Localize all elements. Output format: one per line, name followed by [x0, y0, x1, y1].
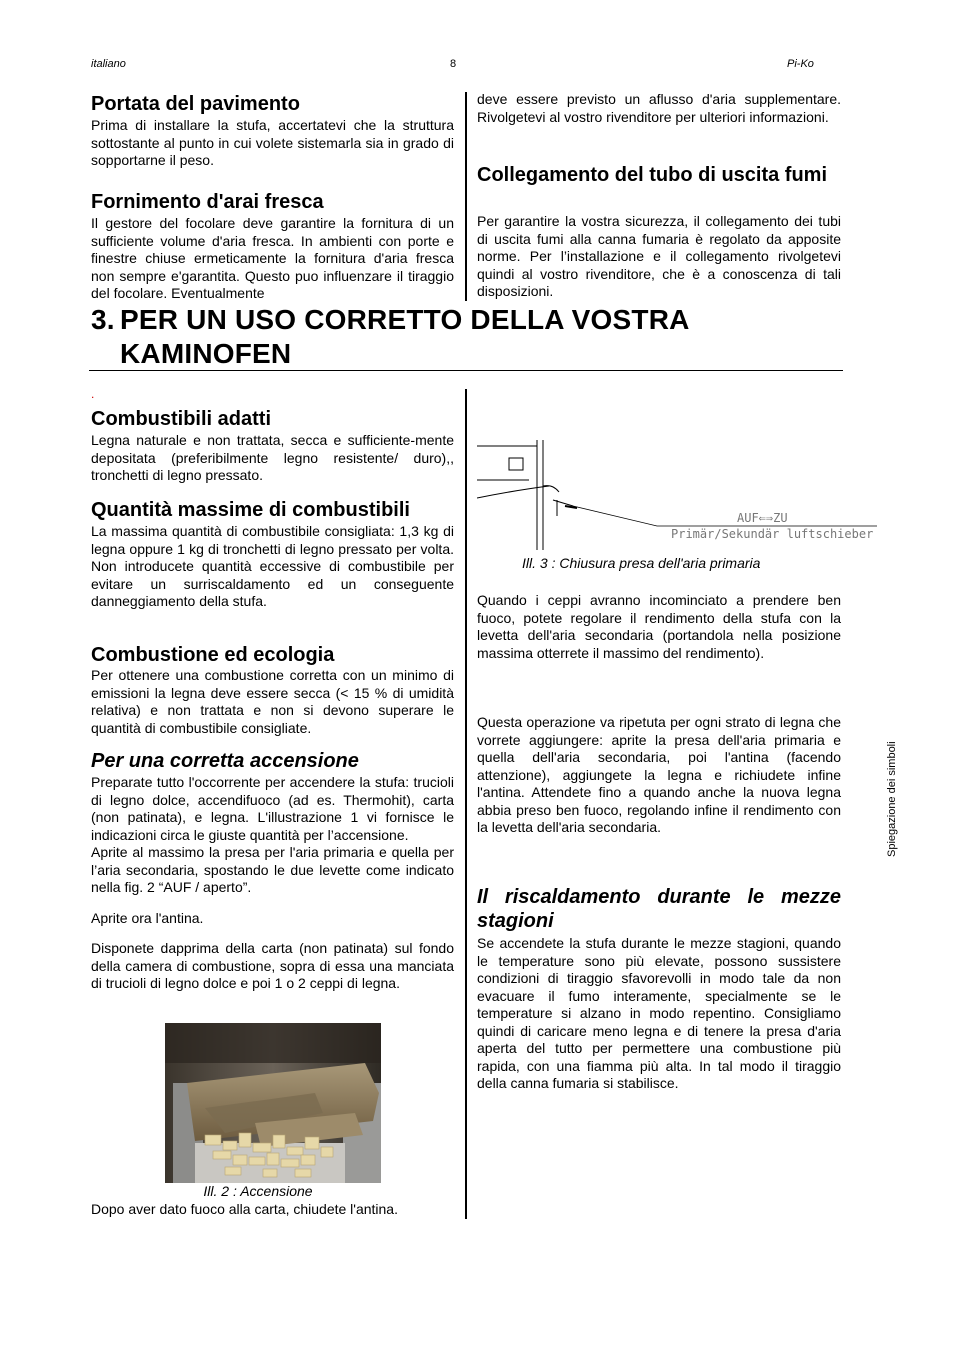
figure-air-lever-drawing — [477, 440, 877, 558]
header-language: italiano — [91, 58, 126, 70]
text-secondary-air: Quando i ceppi avranno incominciato a prendere ben fuoco, potete regolare il rendimento della stufa con la levetta dell'aria secondaria (portandola nella posizione massima otterrete il massimo del rendimento). — [477, 592, 841, 661]
text-max-fuel: La massima quantità di combustibile consigliata: 1,3 kg di legna oppure 1 kg di tronchetti di legno pressato per volta. Non introducete quantità eccessive di combustibile per evitare un surriscaldamento ed un conseguente danneggiamento della stufa. — [91, 523, 454, 609]
text-fresh-air-continued: deve essere previsto un aflusso d'aria supplementare. Rivolgetevi al vostro rivenditore per ulteriori informazioni. — [477, 91, 841, 125]
text-repeat-operation: Questa operazione va ripetuta per ogni strato di legna che vorrete aggiungere: aprite la presa dell'aria primaria e quella dell'aria secondaria, poi l'antina (facendo attenzione), aggiungete la legna e richiudete infine l'antina. Attendete fino a quando anche la nuova legna abbia preso ben fuoco, regolando infine il rendimento con la levetta dell'aria secondaria. — [477, 714, 841, 835]
chapter-title-line2: KAMINOFEN — [120, 338, 292, 369]
text-floor-load: Prima di installare la stufa, accertatevi che la struttura sottostante al punto in cui volete sistemarla sia in grado di sopportarne il peso. — [91, 117, 454, 168]
header-brand: Pi-Ko — [787, 58, 814, 70]
chapter-number: 3. — [91, 304, 115, 335]
heading-flue-connection: Collegamento del tubo di uscita fumi — [477, 164, 828, 186]
text-after-figure-2: Dopo aver dato fuoco alla carta, chiudete l'antina. — [91, 1201, 398, 1217]
text-combustion-ecology: Per ottenere una combustione corretta con un minimo di emissioni la legna deve essere secca (< 15 % di umidità relativa) e non trattata e non si devono superare le quantità di combustibile consigliate. — [91, 667, 454, 736]
text-ignition-p1: Preparate tutto l'occorrente per accendere la stufa: trucioli di legno dolce, accendifuoco (ad es. Thermohit), carta (non patinata), e legna. L'illustrazione 1 vi fornisce le indicazioni circa le giuste quantità per l’accensione. — [91, 774, 454, 843]
text-ignition-block — [91, 774, 454, 993]
text-ignition-p2: Aprite al massimo la presa per l'aria primaria e quella per l’aria secondaria, spostando le due levette come indicato nella fig. 2 “AUF / aperto”. — [91, 844, 454, 895]
figure-3-label-bottom: Primär/Sekundär luftschieber — [671, 527, 874, 541]
page-number: 8 — [450, 58, 457, 70]
heading-max-fuel: Quantità massime di combustibili — [91, 499, 410, 521]
figure-ignition-photo — [165, 1023, 381, 1183]
figure-3-label-top: AUF⇐⇒ZU — [737, 511, 788, 525]
heading-combustion-ecology: Combustione ed ecologia — [91, 644, 335, 666]
heading-floor-load: Portata del pavimento — [91, 93, 300, 115]
sidebar-label: Spiegazione dei simboli — [886, 741, 898, 857]
caption-figure-3: Ill. 3 : Chiusura presa dell'aria primaria — [522, 555, 761, 571]
heading-fresh-air: Fornimento d'arai fresca — [91, 191, 324, 213]
chapter-underline — [89, 370, 843, 371]
caption-figure-2: Ill. 2 : Accensione — [203, 1183, 313, 1199]
text-ignition-p4: Disponete dapprima della carta (non patinata) sul fondo della camera di combustione, sopra di essa una manciata di trucioli di legno dolce e poi 1 o 2 ceppi di legna. — [91, 940, 454, 991]
heading-ignition: Per una corretta accensione — [91, 750, 359, 772]
text-mid-season: Se accendete la stufa durante le mezze stagioni, quando le temperature sono più elevate, possono sussistere condizioni di tiraggio sfavorevolli in modo tale da non evacuare il fumo interamente, specialmente se le temperature si alzano in modo repentino. Consigliamo quindi di caricare meno legna e di tenere la presa d'aria aperta del tutto per permettere una combustione più rapida, con una fiamma più alta. In tal modo il tiraggio della canna fumaria si stabilisce. — [477, 935, 841, 1091]
text-fresh-air: Il gestore del focolare deve garantire la fornitura di un sufficiente volume d'aria fresca. In ambienti con porte e finestre chiuse ermeticamente la fornitura d'aria fresca non sempre e'garantita. Questo puo influenzare il tiraggio del focolare. Eventualmente — [91, 215, 454, 301]
chapter-title-line1: PER UN USO CORRETTO DELLA VOSTRA — [120, 304, 690, 335]
red-marker: . — [91, 387, 95, 401]
text-flue-connection: Per garantire la vostra sicurezza, il collegamento dei tubi di uscita fumi alla canna fumaria è regolato da apposite norme. Per l’installazione e il collegamento rivolgetevi quindi al vostro rivenditore, che è a conoscenza di tali disposizioni. — [477, 213, 841, 299]
top-column-divider — [465, 92, 467, 301]
heading-suitable-fuels: Combustibili adatti — [91, 408, 271, 430]
main-column-divider — [465, 389, 467, 1219]
text-ignition-p3: Aprite ora l'antina. — [91, 909, 204, 926]
text-suitable-fuels: Legna naturale e non trattata, secca e sufficiente-mente depositata (preferibilmente legno resistente/ duro),, tronchetti di legno pressato. — [91, 432, 454, 483]
heading-mid-season: Il riscaldamento durante le mezze stagioni — [477, 886, 841, 932]
